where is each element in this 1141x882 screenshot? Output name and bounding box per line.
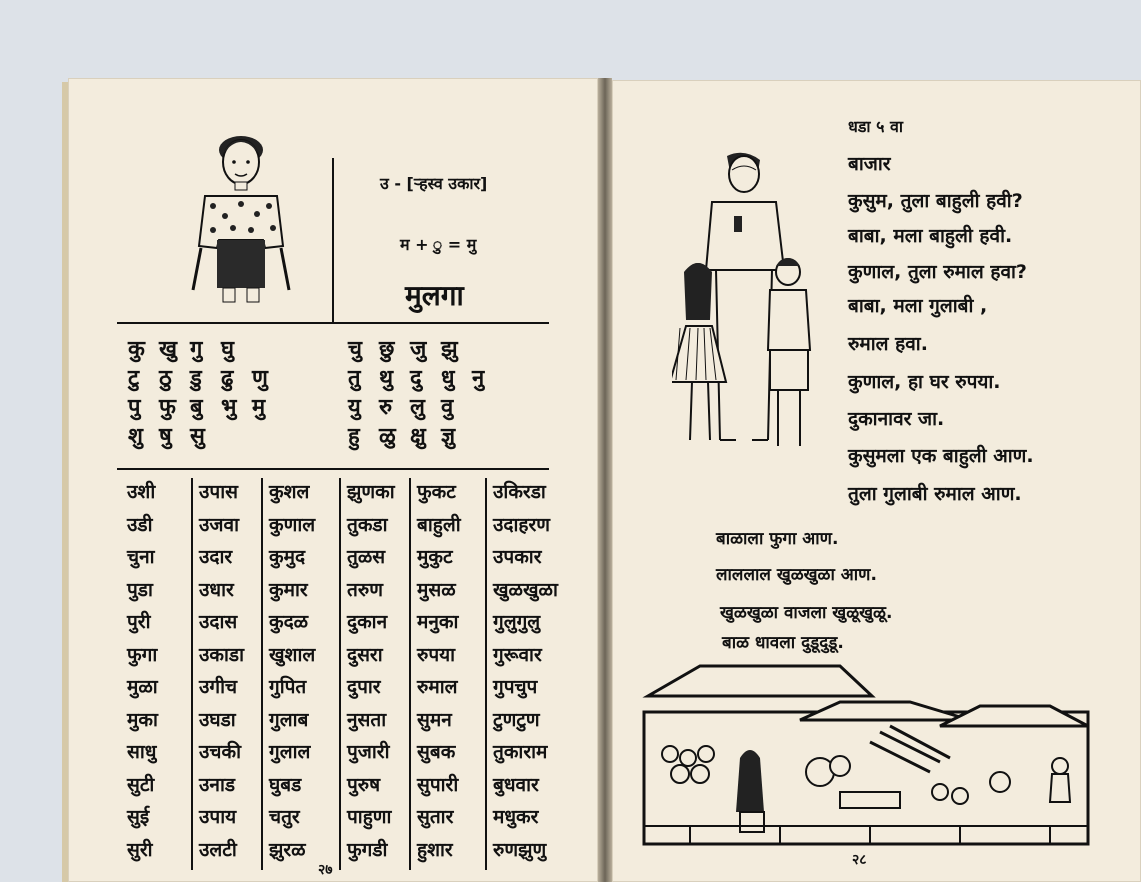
syllable: टु (128, 366, 140, 391)
column-divider (409, 478, 411, 870)
lesson-number: धडा ५ वा (848, 117, 904, 136)
column-divider (339, 478, 341, 870)
syllable: ळु (379, 424, 396, 449)
word-cell: कुमुद (269, 546, 306, 568)
word-cell: उचकी (199, 741, 241, 763)
word-column (127, 476, 158, 866)
column-divider (261, 478, 263, 870)
syllable: फु (159, 395, 176, 420)
word-cell: फुगा (127, 643, 158, 666)
poem-line: लाललाल खुळखुळा आण. (716, 565, 877, 585)
syllable: णु (252, 366, 268, 391)
word-cell: सुपारी (417, 773, 459, 796)
syllable: चु (348, 337, 362, 362)
word-cell: रुमाल (417, 676, 458, 698)
word-cell: चुना (127, 546, 155, 568)
syllable: झु (441, 337, 458, 362)
word-column (199, 476, 244, 866)
word-cell: गुपित (269, 676, 307, 698)
word-cell: चतुर (269, 806, 300, 828)
syllable: मु (252, 395, 266, 420)
word-cell: दुसरा (347, 643, 383, 666)
word-cell: कुमार (269, 578, 308, 601)
syllable: दु (410, 366, 422, 391)
word-cell: मनुका (417, 611, 459, 633)
syllable: नु (472, 366, 485, 391)
syllable: तु (348, 366, 361, 391)
syllable: पु (128, 395, 141, 420)
story-line: कुणाल, तुला रुमाल हवा? (848, 261, 1027, 283)
poem-line: खुळखुळा वाजला खुळूखुळू. (720, 603, 893, 623)
word-cell: गुलाल (269, 741, 311, 763)
word-cell: उनाड (199, 773, 236, 796)
divider-middle (117, 468, 549, 470)
word-cell: उदार (199, 546, 233, 568)
word-cell: मुका (127, 708, 158, 731)
main-word: मुलगा (405, 279, 464, 312)
syllable: शु (128, 424, 143, 449)
word-cell: सुई (127, 806, 150, 828)
word-cell: उधार (199, 578, 234, 601)
word-cell: फुकट (417, 481, 456, 503)
syllable: जु (410, 337, 427, 362)
poem-line: बाळाला फुगा आण. (716, 529, 839, 549)
word-cell: गुपचुप (493, 676, 538, 698)
word-table (117, 476, 557, 876)
family-illustration (672, 150, 822, 460)
word-cell: पुजारी (347, 741, 390, 763)
story-line: रुमाल हवा. (848, 333, 928, 355)
word-cell: कुदळ (269, 611, 309, 633)
word-cell: कुणाल (269, 513, 316, 536)
word-cell: नुसता (347, 708, 387, 731)
word-cell: उपकार (493, 546, 542, 568)
syllable: घु (221, 337, 235, 362)
syllable: बु (190, 395, 203, 420)
syllable-grid-left (128, 335, 283, 451)
syllable: गु (190, 337, 203, 362)
syllable: डु (190, 366, 202, 391)
word-cell: कुशल (269, 481, 310, 503)
word-cell: गुलुगुलु (493, 611, 541, 633)
word-cell: रुपया (417, 643, 456, 666)
syllable: भु (221, 395, 237, 420)
word-cell: झुरळ (269, 838, 306, 861)
word-cell: मुळा (127, 676, 158, 698)
syllable: सु (190, 424, 205, 449)
story-line: दुकानावर जा. (848, 408, 945, 430)
syllable: षु (159, 424, 172, 449)
word-cell: झुणका (347, 481, 395, 503)
word-cell: मुकुट (417, 546, 453, 568)
syllable: ढु (221, 366, 234, 391)
market-illustration (640, 662, 1092, 848)
syllable: वु (441, 395, 454, 420)
word-cell: सुबक (417, 741, 456, 763)
page-number-left: २७ (318, 862, 333, 878)
story-line: कुसुमला एक बाहुली आण. (848, 445, 1034, 467)
syllable: खु (159, 337, 177, 362)
word-cell: सुमन (417, 708, 452, 731)
syllable (472, 335, 503, 364)
word-cell: तरुण (347, 578, 383, 601)
word-cell: पाहुणा (347, 806, 392, 828)
story-line: कुणाल, हा घर रुपया. (848, 371, 1001, 393)
word-column (269, 476, 315, 866)
word-cell: उपास (199, 481, 238, 503)
poem-line: बाळ धावला दुडूदुडू. (722, 633, 844, 653)
syllable: क्षु (410, 424, 426, 449)
syllable (472, 422, 503, 451)
page-number-right: २८ (852, 852, 867, 868)
syllable (472, 393, 503, 422)
word-cell: उलटी (199, 838, 237, 861)
column-divider (485, 478, 487, 870)
book-spine (598, 78, 612, 882)
syllable: लु (410, 395, 425, 420)
word-cell: पुरुष (347, 773, 381, 796)
word-cell: खुळखुळा (493, 578, 558, 601)
word-cell: सुतार (417, 806, 454, 828)
word-cell: घुबड (269, 773, 302, 796)
word-cell: उडी (127, 513, 153, 536)
word-cell: मुसळ (417, 578, 456, 601)
word-cell: तुकाराम (493, 741, 548, 763)
word-cell: उघडा (199, 708, 236, 731)
word-cell: उकाडा (199, 643, 245, 666)
word-cell: उदास (199, 611, 238, 633)
vowel-title: उ - [ऱ्हस्व उकार] (380, 174, 488, 193)
word-cell: टुणटुण (493, 708, 540, 731)
word-cell: हुशार (417, 838, 453, 861)
word-cell: साधु (127, 741, 157, 763)
word-cell: उशी (127, 481, 156, 503)
word-cell: दुपार (347, 676, 381, 698)
story-line: तुला गुलाबी रुमाल आण. (848, 483, 1022, 505)
word-cell: तुकडा (347, 513, 388, 536)
word-cell: पुरी (127, 611, 151, 633)
word-cell: उगीच (199, 676, 238, 698)
word-column (417, 476, 461, 866)
syllable: रु (379, 395, 393, 420)
column-divider (191, 478, 193, 870)
word-cell: सुटी (127, 773, 155, 796)
syllable (221, 422, 252, 451)
word-cell: गुलाब (269, 708, 309, 731)
syllable: कु (128, 337, 145, 362)
word-cell: रुणझुणु (493, 838, 547, 861)
syllable-grid-right (348, 335, 503, 451)
word-cell: उपाय (199, 806, 237, 828)
word-cell: बुधवार (493, 773, 539, 796)
syllable: थु (379, 366, 394, 391)
word-cell: उदाहरण (493, 513, 551, 536)
word-cell: तुळस (347, 546, 386, 568)
word-cell: गुरूवार (493, 643, 542, 666)
syllable: यु (348, 395, 361, 420)
word-cell: उजवा (199, 513, 239, 536)
formula: म + ु = मु (400, 235, 477, 254)
word-column (493, 476, 558, 866)
syllable (252, 422, 283, 451)
word-column (347, 476, 395, 866)
divider-top (117, 322, 549, 324)
story-line: बाबा, मला गुलाबी , (848, 295, 988, 317)
boy-illustration (113, 120, 293, 310)
syllable: ठु (159, 366, 172, 391)
word-cell: सुरी (127, 838, 153, 861)
syllable: छु (379, 337, 395, 362)
story-line: कुसुम, तुला बाहुली हवी? (848, 190, 1023, 212)
word-cell: खुशाल (269, 643, 316, 666)
story-line: बाबा, मला बाहुली हवी. (848, 225, 1013, 247)
word-cell: उकिरडा (493, 481, 546, 503)
syllable: हु (348, 424, 360, 449)
word-cell: बाहुली (417, 513, 461, 536)
syllable: ज्ञु (441, 424, 456, 449)
lesson-title: बाजार (848, 153, 891, 175)
word-cell: मधुकर (493, 806, 539, 828)
word-cell: पुडा (127, 578, 153, 601)
syllable (252, 335, 283, 364)
divider-vertical (332, 158, 334, 324)
syllable: धु (441, 366, 455, 391)
word-cell: फुगडी (347, 838, 388, 861)
word-cell: दुकान (347, 611, 388, 633)
